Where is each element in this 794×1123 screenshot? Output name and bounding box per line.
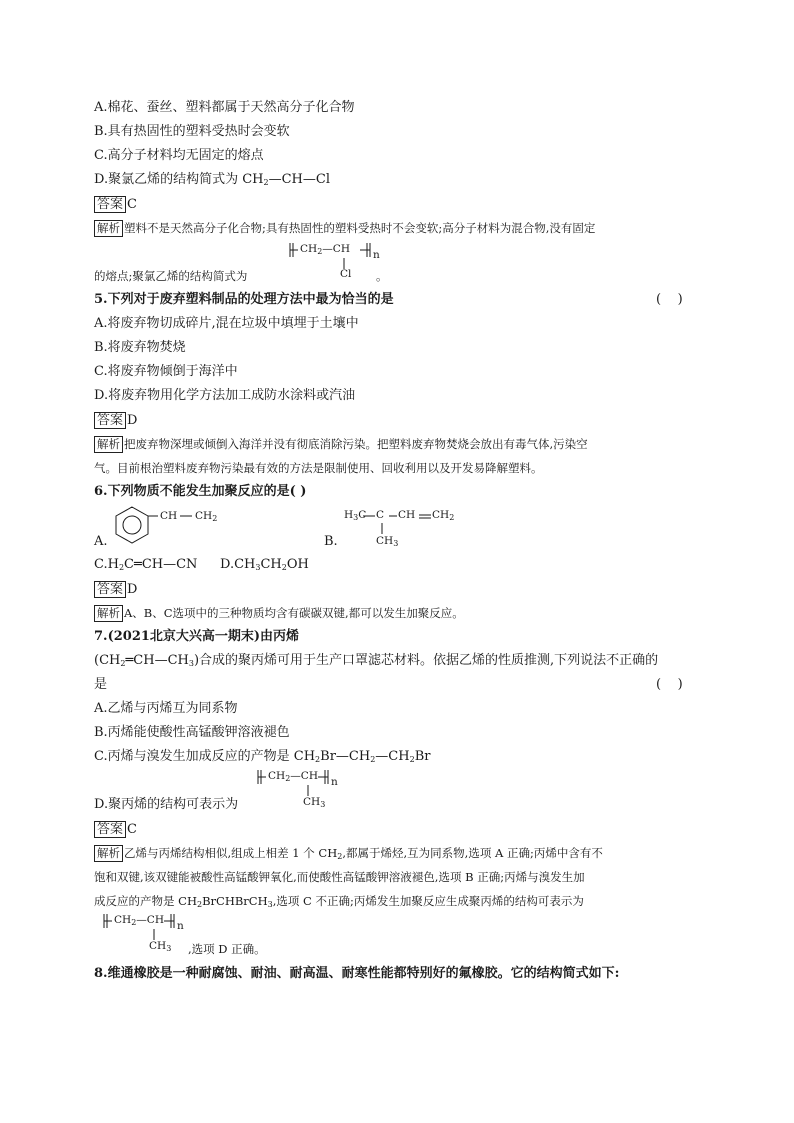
q7-option-d: D.聚丙烯的结构可表示为	[94, 797, 239, 812]
q6-option-a-label: A.	[94, 534, 108, 549]
q7-stem-line-1: 7.(2021北京大兴高一期末)由丙烯	[94, 629, 300, 644]
q7-explanation-line-2: 饱和双键,该双键能被酸性高锰酸钾氧化,而使酸性高锰酸钾溶液褪色,选项 B 正确;丙烯与溴发生加	[94, 870, 585, 884]
q4-option-c: C.高分子材料均无固定的熔点	[94, 148, 264, 163]
q7-stem-line-3: 是	[94, 677, 108, 692]
answer-label: 答案	[94, 196, 126, 213]
explanation-label: 解析	[94, 845, 123, 862]
q7-stem-line-2: $(CH_2═CH—CH_3)$合成的聚丙烯可用于生产口罩滤芯材料。依据乙烯的性质推测,下列说法不正确的	[94, 653, 659, 668]
q5-explanation-line-2: 气。目前根治塑料废弃物污染最有效的方法是限制使用、回收利用以及开发易降解塑料。	[94, 461, 543, 475]
q5-answer-blank: ( )	[656, 292, 683, 307]
q7-answer-blank: ( )	[656, 677, 683, 692]
q7-answer: 答案 C	[94, 821, 137, 838]
q7-option-a: A.乙烯与丙烯互为同系物	[94, 701, 238, 716]
q6-option-c: $C.H_2C═CH—CN$	[94, 557, 198, 572]
q5-option-c: C.将废弃物倾倒于海洋中	[94, 364, 238, 379]
q5-option-d: D.将废弃物用化学方法加工成防水涂料或汽油	[94, 388, 356, 403]
answer-label: 答案	[94, 412, 126, 429]
q7-explanation-line-1: 解析 乙烯与丙烯结构相似,组成上相差 1 个 $CH_2$,都属于烯烃,互为同系物,选项 A 正确;丙烯中含有不	[94, 845, 603, 862]
answer-label: 答案	[94, 821, 126, 838]
q5-answer: 答案 D	[94, 412, 137, 429]
benzene-ring	[114, 505, 154, 545]
q6-option-d: $D.CH_3CH_2OH$	[220, 557, 309, 572]
q5-option-a: A.将废弃物切成碎片,混在垃圾中填埋于土壤中	[94, 316, 359, 331]
q5-option-b: B.将废弃物焚烧	[94, 340, 186, 355]
answer-label: 答案	[94, 581, 126, 598]
q4-option-b: B.具有热固性的塑料受热时会变软	[94, 124, 290, 139]
q4-answer: 答案 C	[94, 196, 137, 213]
q6-answer: 答案 D	[94, 581, 137, 598]
q4-explanation-line-1: 解析 塑料不是天然高分子化合物;具有热固性的塑料受热时不会变软;高分子材料为混合物,没有固定	[94, 220, 595, 237]
explanation-label: 解析	[94, 605, 123, 622]
q6-explanation: 解析 A、B、C选项中的三种物质均含有碳碳双键,都可以发生加聚反应。	[94, 605, 464, 622]
q4-explanation-end: 。	[376, 269, 388, 283]
q6-option-b-label: B.	[324, 534, 338, 549]
q7-explanation-line-3: 成反应的产物是 $CH_2BrCHBrCH_3$,选项 C 不正确;丙烯发生加聚反应生成聚丙烯的结构可表示为	[94, 894, 584, 909]
q8-stem: 8.维通橡胶是一种耐腐蚀、耐油、耐高温、耐寒性能都特别好的氟橡胶。它的结构简式如下:	[94, 966, 620, 981]
explanation-label: 解析	[94, 436, 123, 453]
q6-stem: 6.下列物质不能发生加聚反应的是( )	[94, 484, 307, 499]
q5-explanation-line-1: 解析 把废弃物深埋或倾倒入海洋并没有彻底消除污染。把塑料废弃物焚烧会放出有毒气体,污染空	[94, 436, 588, 453]
q4-option-a: A.棉花、蚕丝、塑料都属于天然高分子化合物	[94, 100, 355, 115]
q4-explanation-line-2: 的熔点;聚氯乙烯的结构简式为	[94, 269, 248, 283]
q4-option-d: D.聚氯乙烯的结构简式为 $CH_2—CH—Cl$	[94, 172, 330, 187]
q7-option-b: B.丙烯能使酸性高锰酸钾溶液褪色	[94, 725, 290, 740]
q5-stem: 5.下列对于废弃塑料制品的处理方法中最为恰当的是	[94, 292, 394, 307]
q7-explanation-line-4: ,选项 D 正确。	[188, 942, 266, 956]
explanation-label: 解析	[94, 220, 123, 237]
q7-option-c: C.丙烯与溴发生加成反应的产物是 $CH_2Br—CH_2—CH_2Br$	[94, 749, 431, 764]
